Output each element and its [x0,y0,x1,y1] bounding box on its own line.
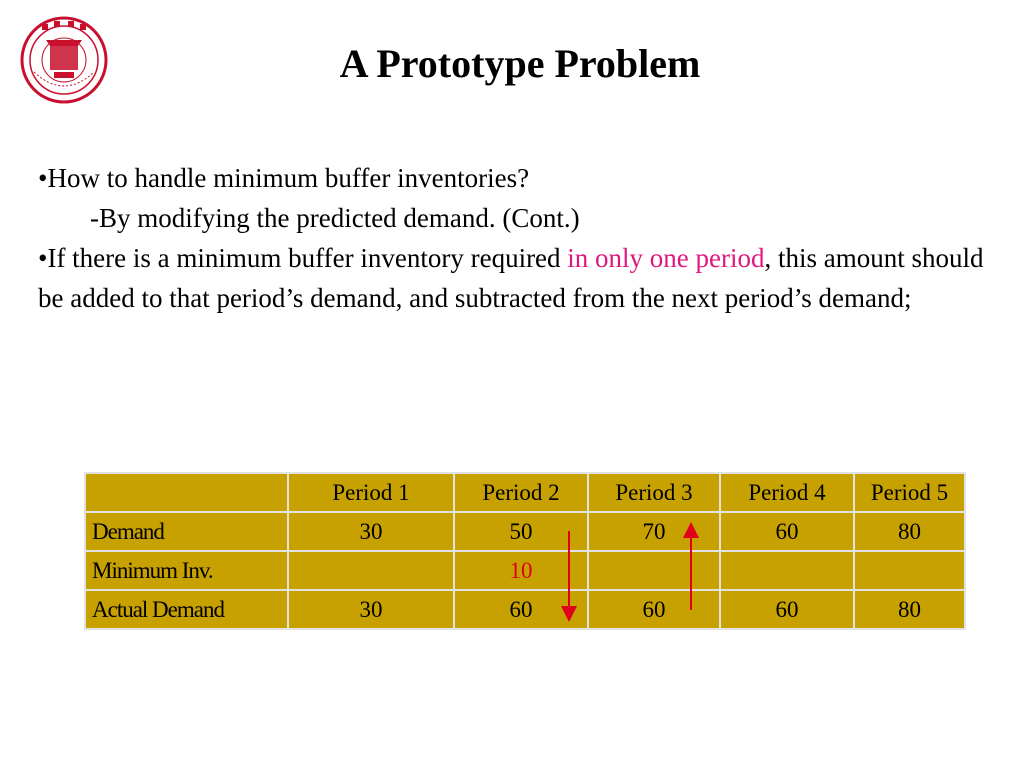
table-cell [720,551,854,590]
table-cell: 60 [454,590,588,629]
bullet-2 [38,238,998,318]
header-period-5: Period 5 [854,473,965,512]
table-cell: 30 [288,512,454,551]
bullet-1: •How to handle minimum buffer inventories? [38,163,530,193]
bullet-2-highlight: in only one period [567,243,765,273]
header-period-2: Period 2 [454,473,588,512]
row-label: Demand [85,512,288,551]
table-row-actual-demand [85,590,965,629]
table-cell: 30 [288,590,454,629]
table-cell: 60 [720,512,854,551]
row-label: Minimum Inv. [85,551,288,590]
table-cell: 60 [720,590,854,629]
table-header-row [85,473,965,512]
table-cell [854,551,965,590]
table-cell: 60 [588,590,720,629]
table-cell-highlight: 10 [454,551,588,590]
header-cell-empty [85,473,288,512]
table-cell [588,551,720,590]
table-row-demand [85,512,965,551]
demand-table [84,472,966,630]
table-cell: 50 [454,512,588,551]
header-period-1: Period 1 [288,473,454,512]
row-label: Actual Demand [85,590,288,629]
bullet-2-text-cont: , this amount should be added to that period’s demand, and subtracted from the next period’s demand; [38,243,984,313]
header-period-4: Period 4 [720,473,854,512]
header-period-3: Period 3 [588,473,720,512]
table-row-minimum-inv [85,551,965,590]
table-cell: 70 [588,512,720,551]
slide-body [38,158,998,318]
table-cell [288,551,454,590]
slide-title: A Prototype Problem [339,41,701,86]
bullet-1-sub: -By modifying the predicted demand. (Cont.) [90,203,580,233]
table-cell: 80 [854,590,965,629]
table-cell: 80 [854,512,965,551]
bullet-2-text: •If there is a minimum buffer inventory required [38,243,568,273]
